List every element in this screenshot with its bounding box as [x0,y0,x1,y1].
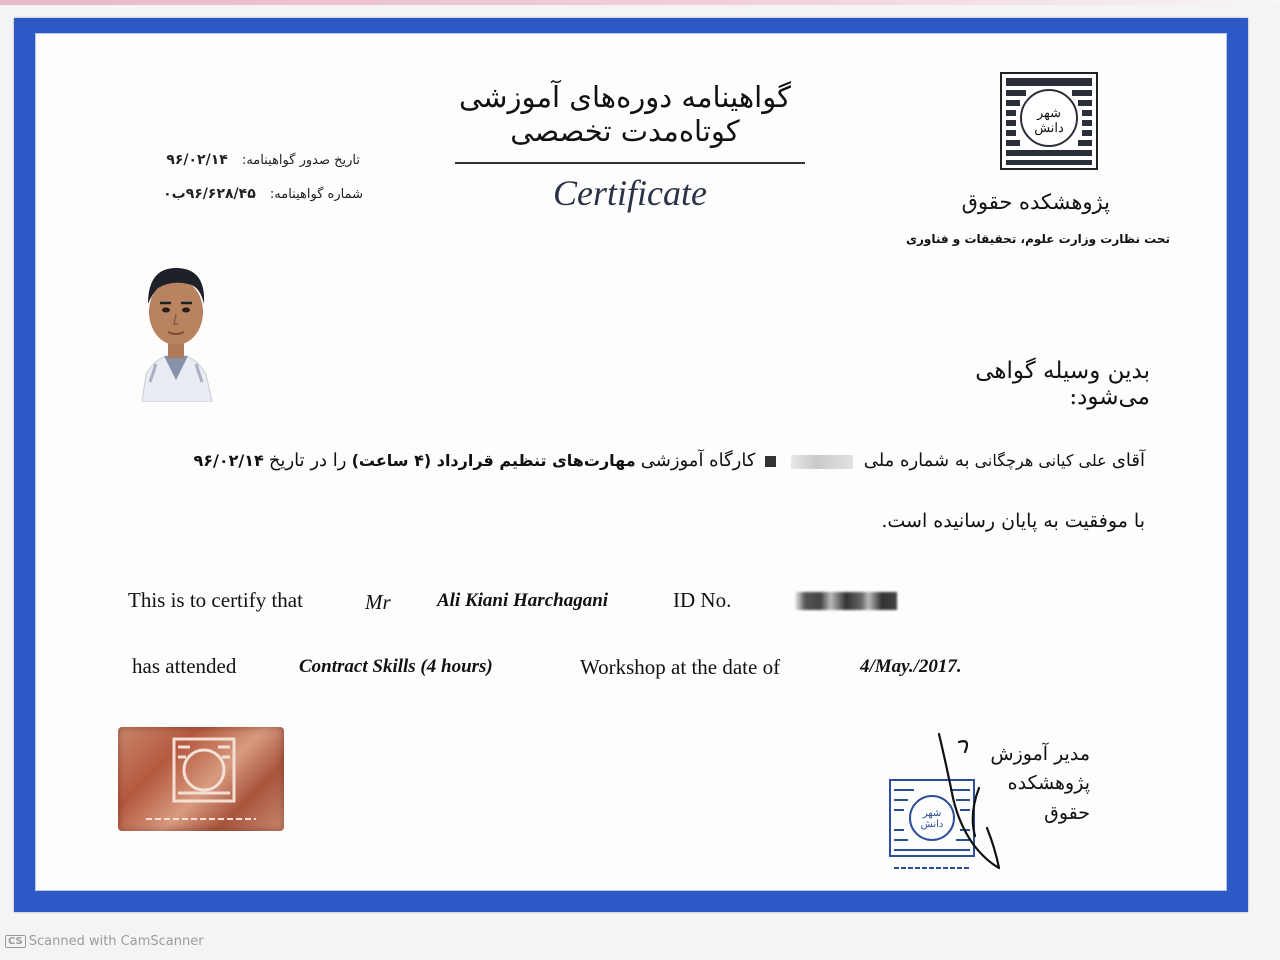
id-number-redacted [795,592,897,610]
id-label-en: ID No. [673,588,732,612]
signer-institute: پژوهشکده حقوق [1007,772,1090,824]
course-en: Contract Skills (4 hours) [299,656,493,677]
issue-date-value: ۹۶/۰۲/۱۴ [166,152,228,168]
camscanner-watermark [5,934,204,949]
certify-en: This is to certify that [128,588,303,612]
cert-number-value: ۹۶/۶۲۸/۴۵ب۰ [163,186,256,202]
institute-logo [1000,72,1098,170]
camscanner-text: Scanned with CamScanner [28,934,204,949]
holder-name-fa: علی کیانی هرچگانی [974,451,1107,470]
date-phrase-fa: را در تاریخ [268,450,347,471]
cert-number-label: شماره گواهینامه: [269,187,363,202]
redaction-square [765,456,776,467]
workshop-date-label-en: Workshop at the date of [580,655,781,679]
camscanner-icon: CS [5,935,26,948]
course-fa: مهارت‌های تنظیم قرارداد (۴ ساعت) [351,451,636,470]
stamp-text: شهر دانش [920,808,944,830]
scan-top-edge [0,0,1280,5]
title-underline [455,162,805,164]
national-id-redacted [791,455,853,469]
workshop-label-fa: کارگاه آموزشی [640,450,756,471]
hereby-certify-fa: بدین وسیله گواهی می‌شود: [975,358,1150,410]
mr-fa: آقای [1111,450,1145,471]
holder-photo [132,252,220,402]
holder-name-en: Ali Kiani Harchagani [437,590,609,611]
signer-block [960,740,1090,828]
institute-name: پژوهشکده حقوق [961,190,1110,214]
issue-date-row [150,152,360,168]
title-english: Certificate [553,173,707,213]
title-persian: گواهینامه دوره‌های آموزشی کوتاه‌مدت تخصصی [459,80,791,148]
cert-number-row [130,186,363,202]
logo-text: شهر دانش [1034,106,1064,136]
hologram-seal [118,727,284,831]
completion-fa: با موفقیت به پایان رسانیده است. [881,510,1145,532]
national-id-label-fa: به شماره ملی [863,450,970,471]
attended-en: has attended [132,654,237,678]
signer-role: مدیر آموزش [990,743,1090,765]
body-line-fa [110,450,1145,471]
title-mr-en: Mr [365,590,391,614]
date-fa: ۹۶/۰۲/۱۴ [193,451,264,470]
date-en: 4/May./2017. [860,656,962,677]
institute-supervision: تحت نظارت وزارت علوم، تحقیقات و فناوری [906,232,1170,246]
issue-date-label: تاریخ صدور گواهینامه: [241,153,360,168]
